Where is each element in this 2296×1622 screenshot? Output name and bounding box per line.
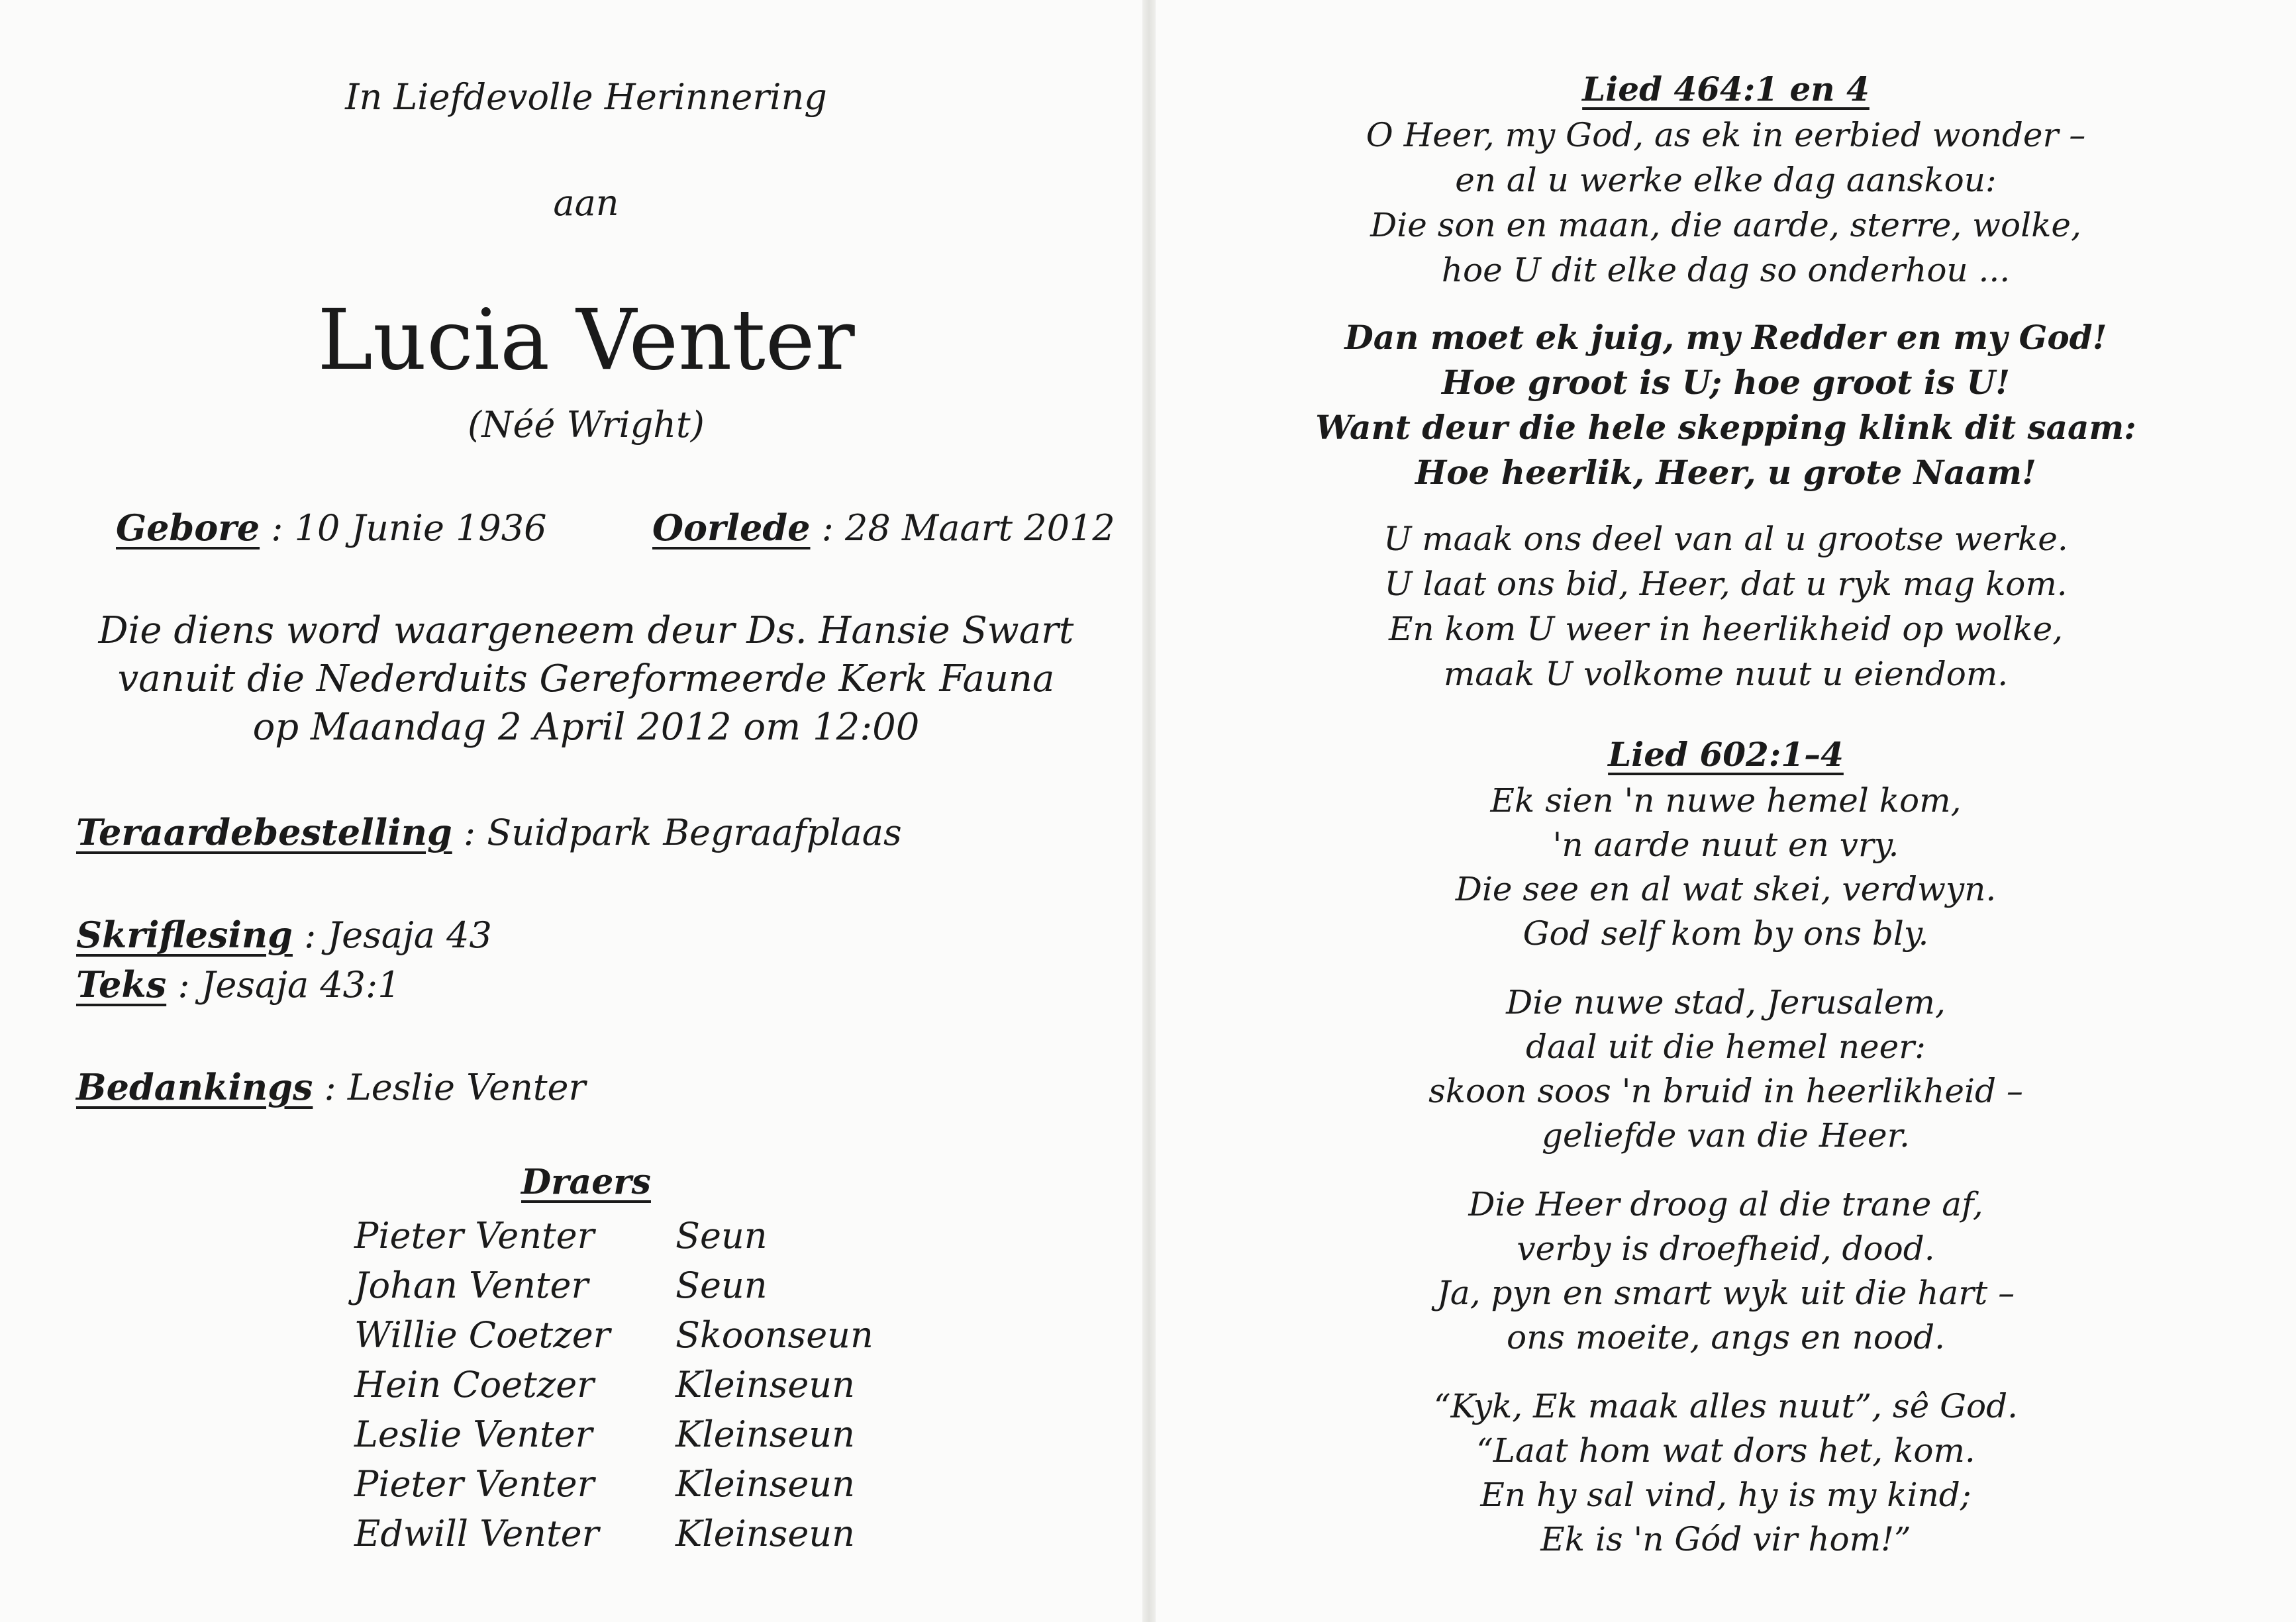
hymn1-title xyxy=(1156,70,2296,109)
bearer-relation: Kleinseun xyxy=(675,1463,855,1505)
reading-value: : Jesaja 43 xyxy=(304,914,492,956)
bearer-relation: Kleinseun xyxy=(675,1413,855,1455)
burial-row xyxy=(76,811,902,853)
hymn1-verse2-line: En kom U weer in heerlikheid op wolke, xyxy=(1388,610,2064,648)
bearer-name: Leslie Venter xyxy=(354,1413,593,1455)
bearers-heading xyxy=(0,1162,1172,1202)
reading-label: Skriflesing xyxy=(76,914,293,956)
hymn1-verse1-line: hoe U dit elke dag so onderhou ... xyxy=(1441,251,2011,289)
hymn2-verse4-line: “Kyk, Ek maak alles nuut”, sê God. xyxy=(1433,1387,2019,1425)
bearer-name: Edwill Venter xyxy=(354,1513,599,1554)
hymn2-verse2-line: skoon soos 'n bruid in heerlikheid – xyxy=(1428,1072,2023,1110)
hymn1-chorus-line: Hoe groot is U; hoe groot is U! xyxy=(1441,363,2011,402)
born-value: : 10 Junie 1936 xyxy=(271,507,547,549)
service-line: op Maandag 2 April 2012 om 12:00 xyxy=(252,706,920,749)
burial-label: Teraardebestelling xyxy=(76,811,452,853)
hymn1-verse1-line: O Heer, my God, as ek in eerbied wonder – xyxy=(1366,116,2086,154)
text-row xyxy=(76,963,401,1006)
hymn2-verse4-line: Ek is 'n Gód vir hom!” xyxy=(1540,1520,1911,1558)
hymn2-verse1-line: Ek sien 'n nuwe hemel kom, xyxy=(1490,781,1962,820)
hymn2-verse1-line: Die see en al wat skei, verdwyn. xyxy=(1455,870,1997,908)
service-line: Die diens word waargeneem deur Ds. Hansie Swart xyxy=(98,609,1074,652)
hymn1-verse1-line: Die son en maan, die aarde, sterre, wolke, xyxy=(1370,206,2081,244)
hymn2-title xyxy=(1156,735,2296,774)
died-label: Oorlede xyxy=(652,506,811,549)
service-line: vanuit die Nederduits Gereformeerde Kerk Fauna xyxy=(117,657,1055,700)
hymn1-title-text: Lied 464:1 en 4 xyxy=(1582,70,1870,109)
bearer-relation: Kleinseun xyxy=(675,1364,855,1406)
bearer-relation: Seun xyxy=(675,1264,768,1306)
bearer-relation: Kleinseun xyxy=(675,1513,855,1554)
bearer-name: Hein Coetzer xyxy=(354,1364,594,1406)
bearers-heading-text: Draers xyxy=(521,1162,651,1202)
hymn2-verse4-line: En hy sal vind, hy is my kind; xyxy=(1480,1476,1972,1514)
text-value: : Jesaja 43:1 xyxy=(177,964,401,1006)
bearer-name: Pieter Venter xyxy=(354,1463,595,1505)
hymn2-title-text: Lied 602:1–4 xyxy=(1608,735,1844,774)
deceased-name: Lucia Venter xyxy=(317,291,855,389)
hymn1-verse2-line: U laat ons bid, Heer, dat u ryk mag kom. xyxy=(1384,565,2068,603)
hymn1-verse2-line: maak U volkome nuut u eiendom. xyxy=(1443,655,2009,693)
hymn2-verse2-line: geliefde van die Heer. xyxy=(1542,1116,1910,1155)
page-fold xyxy=(1142,0,1156,1622)
hymn1-verse1-line: en al u werke elke dag aanskou: xyxy=(1455,161,1997,199)
died-value: : 28 Maart 2012 xyxy=(821,507,1115,549)
thanks-label: Bedankings xyxy=(76,1066,313,1108)
memorial-intro: In Liefdevolle Herinnering xyxy=(345,76,827,118)
born-row xyxy=(116,506,547,549)
bearer-name: Pieter Venter xyxy=(354,1215,595,1257)
hymn2-verse3-line: Ja, pyn en smart wyk uit die hart – xyxy=(1436,1274,2015,1312)
hymn2-verse3-line: verby is droefheid, dood. xyxy=(1517,1229,1935,1268)
hymn2-verse3-line: Die Heer droog al die trane af, xyxy=(1468,1185,1983,1223)
hymn2-verse2-line: Die nuwe stad, Jerusalem, xyxy=(1506,983,1946,1022)
hymn1-chorus-line: Dan moet ek juig, my Redder en my God! xyxy=(1344,318,2107,357)
hymn2-verse1-line: God self kom by ons bly. xyxy=(1522,914,1929,953)
bearer-relation: Seun xyxy=(675,1215,768,1257)
bearer-name: Willie Coetzer xyxy=(354,1314,611,1356)
memorial-aan: aan xyxy=(553,182,619,224)
hymn1-chorus-line: Hoe heerlik, Heer, u grote Naam! xyxy=(1415,453,2037,492)
maiden-name: (Néé Wright) xyxy=(468,404,705,446)
hymn2-verse2-line: daal uit die hemel neer: xyxy=(1526,1027,1926,1066)
hymn1-chorus-line: Want deur die hele skepping klink dit saam: xyxy=(1315,408,2136,447)
burial-value: : Suidpark Begraafplaas xyxy=(463,812,902,853)
born-label: Gebore xyxy=(116,506,260,549)
bearer-relation: Skoonseun xyxy=(675,1314,873,1356)
died-row xyxy=(652,506,1115,549)
hymn2-verse1-line: 'n aarde nuut en vry. xyxy=(1552,826,1899,864)
bearer-name: Johan Venter xyxy=(354,1264,589,1306)
thanks-row xyxy=(76,1066,585,1108)
hymn2-verse4-line: “Laat hom wat dors het, kom. xyxy=(1476,1431,1975,1470)
hymn1-verse2-line: U maak ons deel van al u grootse werke. xyxy=(1383,520,2068,558)
reading-row xyxy=(76,914,492,956)
text-label: Teks xyxy=(76,963,167,1006)
thanks-value: : Leslie Venter xyxy=(324,1067,586,1108)
hymn2-verse3-line: ons moeite, angs en nood. xyxy=(1507,1318,1945,1357)
